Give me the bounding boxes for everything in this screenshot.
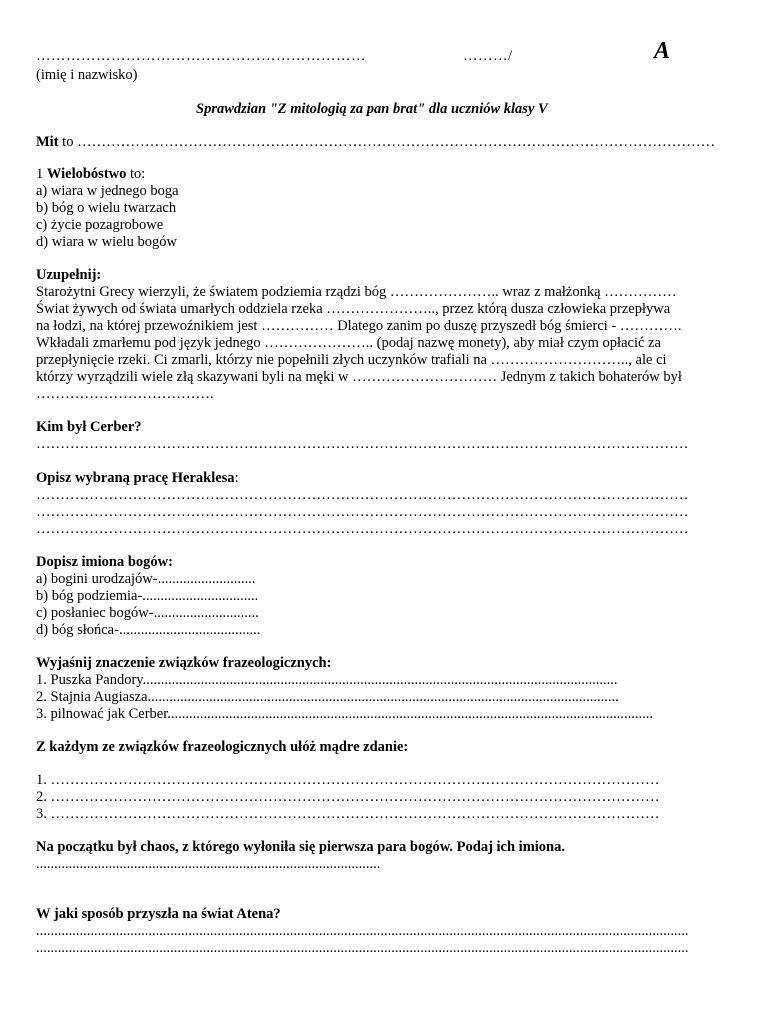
q1-heading [36,166,145,183]
page-title: Sprawdzian "Z mitologią za pan brat" dla uczniów klasy V [196,101,548,117]
gods-item[interactable]: d) bóg słońca-....................................... [36,622,261,638]
fill-heading [36,267,101,284]
cerber-heading-text: Kim był Cerber? [36,419,142,435]
q1-option[interactable]: b) bóg o wielu twarzach [36,200,177,216]
fill-line[interactable]: przepłynięcie rzeki. Ci zmarli, którzy nie popełnili złych uczynków trafiali na ……………………….., ale ci [36,352,667,368]
name-field-dots[interactable]: ………………………………………………………… [36,48,366,64]
cerber-heading [36,419,142,436]
fill-line[interactable]: Starożytni Grecy wierzyli, że światem podziemia rządzi bóg ………………….. wraz z małżonką …………… [36,284,677,300]
heracles-answer-line[interactable]: ……………………………………………………………………………………………………………………… [36,487,689,503]
sentence-item[interactable]: 3. ……………………………………………………………………………………………………………… [36,806,660,822]
gods-item[interactable]: c) posłaniec bogów-............................. [36,605,259,621]
sentences-heading [36,739,408,756]
athena-heading [36,906,281,923]
idiom-item[interactable]: 1. Puszka Pandory................................................................................................................................... [36,672,618,688]
chaos-heading [36,839,565,856]
mit-answer-dots: to …………………………………………………………………………………………………………………… [58,134,716,150]
idiom-item[interactable]: 2. Stajnia Augiasza.................................................................................................................................. [36,689,619,705]
athena-answer-line[interactable]: .................................................................................................................................................................................... [36,923,689,939]
sentences-heading-text: Z każdym ze związków frazeologicznych ułóż mądre zdanie: [36,739,409,755]
sentence-item[interactable]: 2. ……………………………………………………………………………………………………………… [36,789,660,805]
q1-option[interactable]: c) życie pozagrobowe [36,217,164,233]
fill-line[interactable]: Wkładali zmarłemu pod język jednego ………………….. (podaj nazwę monety), aby miał czym opłacić za [36,335,661,351]
gods-heading [36,554,173,571]
q1-option[interactable]: d) wiara w wielu bogów [36,234,177,250]
idiom-item[interactable]: 3. pilnować jak Cerber...................................................................................................................................... [36,706,654,722]
heracles-heading-text: Opisz wybraną pracę Heraklesa [36,470,235,486]
sentence-item[interactable]: 1. ……………………………………………………………………………………………………………… [36,772,660,788]
fill-heading-text: Uzupełnij: [36,267,102,283]
gods-heading-text: Dopisz imiona bogów: [36,554,173,570]
cerber-answer-line[interactable]: ……………………………………………………………………………………………………………………… [36,436,689,452]
heracles-heading [36,470,239,487]
q1-label: Wielobóstwo [46,166,127,182]
mit-label: Mit [36,134,59,150]
athena-heading-text: W jaki sposób przyszła na świat Atena? [36,906,281,922]
gods-item[interactable]: b) bóg podziemia-................................ [36,588,259,604]
idioms-heading [36,655,331,672]
athena-answer-line[interactable]: .................................................................................................................................................................................... [36,940,689,956]
q1-number: 1 [36,166,47,182]
heracles-colon: : [234,470,239,486]
fill-line[interactable]: którzy wyrządzili wiele złą skazywani byli na męki w ………………………… Jednym z takich bohaterów był [36,369,682,385]
name-label: (imię i nazwisko) [36,67,138,83]
gods-item[interactable]: a) bogini urodzajów-........................... [36,571,256,587]
q1-rest: to: [126,166,146,182]
idioms-heading-text: Wyjaśnij znaczenie związków frazeologicznych: [36,655,332,671]
fill-line[interactable]: ………………………………. [36,386,214,402]
fill-line[interactable]: Świat żywych od świata umarłych oddziela rzeka ………………….., przez którą dusza człowieka przepływa [36,301,671,317]
chaos-answer-line[interactable]: ............................................................................................... [36,856,381,872]
heracles-answer-line[interactable]: ……………………………………………………………………………………………………………………… [36,504,689,520]
fill-line[interactable]: na łodzi, na której przewoźnikiem jest …………… Dlatego zanim po duszę przyszedł bóg śmierci - …………. [36,318,682,334]
chaos-heading-text: Na początku był chaos, z którego wyłoniła się pierwsza para bogów. Podaj ich imiona. [36,839,565,855]
q1-option[interactable]: a) wiara w jednego boga [36,183,179,199]
class-field-dots[interactable]: ………/ [463,48,513,64]
mit-question[interactable] [36,134,715,151]
heracles-answer-line[interactable]: ……………………………………………………………………………………………………………………… [36,521,689,537]
variant-letter: A [654,38,671,64]
